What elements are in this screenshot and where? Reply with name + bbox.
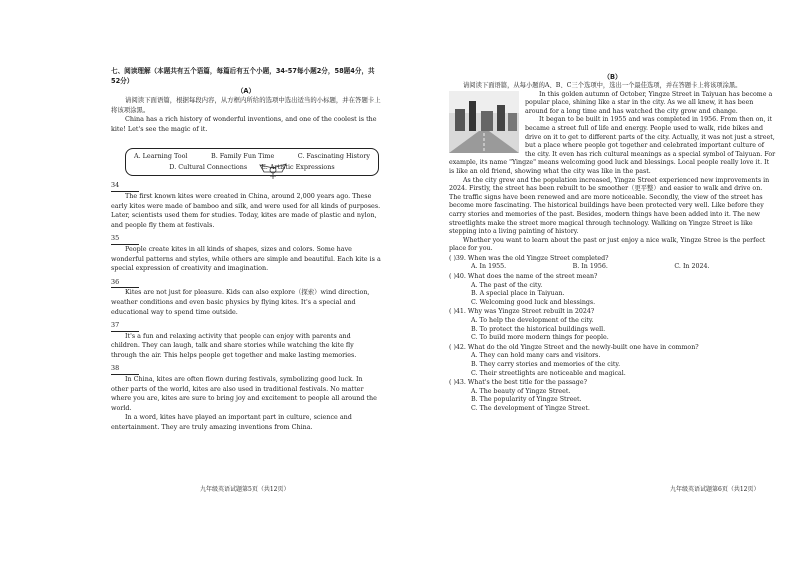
paragraph-38: In China, kites are often flown during festivals, symbolizing good luck. In other parts of the world, kites are also used in traditional festivals. No matter where you are, kites are sure to bring joy and excitement to people all around the world.	[111, 375, 377, 412]
passage-b-paragraph-4: Whether you want to learn about the past or just enjoy a nice walk, Yingze Stree is the perfect place for you.	[449, 236, 766, 253]
q43-choice-b: B. The popularity of Yingze Street.	[471, 396, 582, 404]
q40-choice-b: B. A special place in Taiyuan.	[471, 290, 565, 298]
question-39-stem: ( )39. When was the old Yingze Street completed?	[449, 254, 609, 262]
paragraph-37: It's a fun and relaxing activity that people can enjoy with parents and children. They can laugh, talk and share stories while watching the kite fly through the air. This helps people get together and make lasting memories.	[111, 331, 357, 359]
q41-choice-a: A. To help the development of the city.	[471, 317, 594, 325]
paragraph-36: Kites are not just for pleasure. Kids can also explore（探索）wind direction, weather conditions and even basic physics by flying kites. It's a special and educational way to spend time outside.	[111, 288, 370, 316]
kite-illustration	[258, 162, 288, 180]
part-b-heading: （B）	[603, 73, 622, 81]
question-39	[449, 255, 776, 272]
right-page-footer: 九年级英语试题第6页（共12页）	[670, 486, 760, 494]
q40-choice-a: A. The past of the city.	[471, 281, 543, 289]
passage-a-intro: China has a rich history of wonderful inventions, and one of the coolest is the kite! Let's see the magic of it.	[111, 115, 377, 133]
option-e: E. Artistic Expressions	[261, 163, 335, 172]
paragraph-conclusion: In a word, kites have played an important part in culture, science and entertainment. They are truly amazing inventions from China.	[111, 413, 352, 432]
q41-choice-c: C. To build more modern things for people.	[471, 334, 609, 342]
right-page	[397, 0, 794, 561]
options-box	[125, 148, 379, 176]
option-c: C. Fascinating History	[297, 152, 370, 161]
blank-38: 38	[111, 364, 381, 375]
q39-choice-a: A. In 1955.	[471, 263, 507, 271]
q39-choice-c: C. In 2024.	[674, 263, 710, 271]
left-page-footer: 九年级英语试题第5页（共12页）	[200, 486, 290, 494]
blank-35: 35	[111, 234, 381, 245]
passage-a-body	[111, 181, 381, 432]
option-a: A. Learning Tool	[134, 152, 188, 161]
passage-b-paragraph-3: As the city grew and the population increased, Yingze Street experienced new improvements in 2024. Firstly, the street has been rebuilt to be smoother（更平整）and easier to walk and drive on. The traffic signs have been renewed and are more noticeable. Secondly, the view of the street has become more fascinating. The historical buildings have been protected very well. Like before they carry stories and memories of the past. Besides, modern things have been added into it. The new streetlights make the street more magical through technology. Walking on Yingze Street is like stepping into a living painting of history.	[449, 176, 770, 236]
q39-choice-b: B. In 1956.	[572, 263, 608, 271]
section-title: 七、阅读理解（本题共有五个语篇，每篇后有五个小题，34-57每小题2分，58题4分，共52分）	[111, 67, 375, 85]
yingze-street-photo	[449, 91, 519, 153]
paragraph-34: The first known kites were created in China, around 2,000 years ago. These early kites were made of bamboo and silk, and were used for all kinds of purposes. Later, scientists used them for studies. Today, kites are made of plastic and nylon, and people fly them at festivals.	[111, 191, 381, 229]
q42-choice-c: C. Their streetlights are noticeable and magical.	[471, 369, 626, 377]
paragraph-35: People create kites in all kinds of shapes, sizes and colors. Some have wonderful patterns and styles, while others are simple and beautiful. Each kite is a special expression of creativity and imagination.	[111, 244, 381, 273]
question-43-stem: ( )43. What's the best title for the passage?	[449, 379, 587, 387]
question-43	[449, 379, 776, 413]
option-b: B. Family Fun Time	[211, 152, 275, 161]
question-40	[449, 273, 776, 307]
q41-choice-b: B. To protect the historical buildings well.	[471, 325, 606, 333]
blank-34: 34	[111, 181, 381, 192]
question-41-stem: ( )41. Why was Yingze Street rebuilt in 2024?	[449, 308, 595, 316]
q43-choice-c: C. The development of Yingze Street.	[471, 404, 590, 412]
option-d: D. Cultural Connections	[169, 163, 248, 172]
q40-choice-c: C. Welcoming good luck and blessings.	[471, 298, 596, 306]
question-42	[449, 344, 776, 378]
part-b-instruction: 请阅读下面语篇，从每小题的A、B、C三个选项中，选出一个最佳选项，并在答题卡上将该项涂黑。	[463, 82, 742, 89]
question-41	[449, 308, 776, 342]
q43-choice-a: A. The beauty of Yingze Street.	[471, 387, 571, 395]
passage-b-paragraph-2: It began to be built in 1955 and was completed in 1956. From then on, it became a street full of life and energy. People used to walk, ride bikes and drive on it to get to different parts of the city. Actually, it was not just a street, but a place where people got together and celebrated important culture of the city. It even has rich cultural meanings as a special symbol of Taiyuan. For example, its name "Yingze" means welcoming good luck and blessings. Local people really love it. It is like an old friend, showing what the city was like in the past.	[449, 116, 776, 175]
question-40-stem: ( )40. What does the name of the street mean?	[449, 273, 598, 281]
blank-37: 37	[111, 321, 381, 332]
part-a-instruction: 请阅读下面语篇，根据每段内容，从方框内所给的选项中选出适当的小标题，并在答题卡上将该项涂黑。	[111, 96, 381, 114]
part-a-heading: （A）	[236, 87, 256, 95]
q42-choice-a: A. They can hold many cars and visitors.	[471, 352, 601, 360]
passage-b-paragraph-1: In this golden autumn of October, Yingze Street in Taiyuan has become a popular place, shining like a star in the city. As we all knew, it has been around for a long time and has watched the city grow and change.	[525, 90, 773, 115]
question-42-stem: ( )42. What do the old Yingze Street and the newly-built one have in common?	[449, 343, 699, 351]
blank-36: 36	[111, 278, 381, 289]
q42-choice-b: B. They carry stories and memories of the city.	[471, 361, 621, 368]
